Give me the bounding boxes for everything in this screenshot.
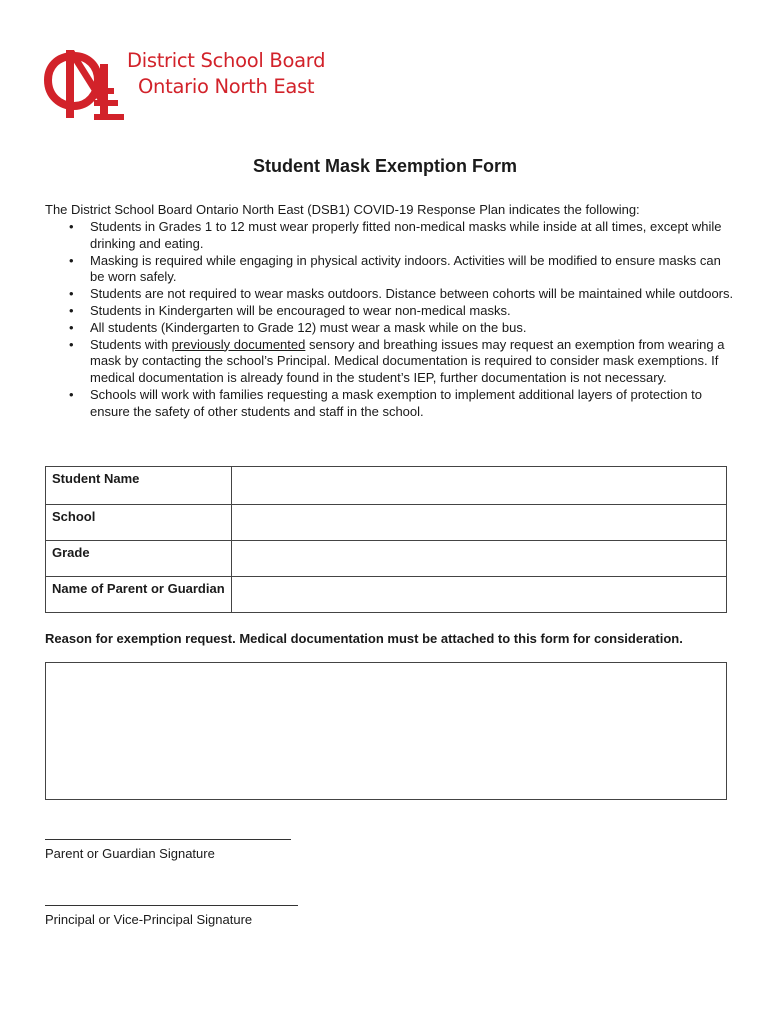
table-row [46,541,727,577]
table-row [46,467,727,505]
grade-field[interactable] [232,541,727,577]
bullet-text: Masking is required while engaging in physical activity indoors. Activities will be modified to ensure masks can be worn safely. [90,252,721,285]
parent-signature-line[interactable] [45,838,291,840]
bullet-text: Students in Grades 1 to 12 must wear properly fitted non-medical masks while inside at all times, except while drinking and eating. [90,219,722,251]
intro-text: The District School Board Ontario North East (DSB1) COVID-19 Response Plan indicates the following: [45,202,640,217]
bullet-icon: • [69,302,74,318]
list-item [45,337,735,387]
underlined-phrase: previously documented [171,336,306,352]
bullet-text: All students (Kindergarten to Grade 12) must wear a mask while on the bus. [90,319,527,335]
reason-label: Reason for exemption request. Medical documentation must be attached to this form for consideration. [45,631,683,646]
student-info-table [45,466,727,613]
parent-signature-label: Parent or Guardian Signature [45,846,215,861]
list-item [45,387,735,421]
form-title: Student Mask Exemption Form [252,156,518,176]
table-row [46,577,727,613]
school-label: School [46,505,232,541]
bullet-icon: • [69,286,74,302]
list-item [45,219,735,253]
bullet-icon: • [69,219,74,234]
student-name-label: Student Name [46,467,232,505]
principal-signature-line[interactable] [45,904,298,906]
bullet-text: Students are not required to wear masks outdoors. Distance between cohorts will be maintained while outdoors. [90,286,734,302]
list-item [45,253,735,287]
list-item [45,303,735,320]
organization-name-line1: District School Board [127,49,326,72]
bullet-icon: • [69,252,74,268]
table-row [46,505,727,541]
principal-signature-label: Principal or Vice-Principal Signature [45,912,253,927]
principal-signature-block [45,904,298,928]
bullet-text-before: Students with [90,336,172,352]
student-name-field[interactable] [232,467,727,505]
school-board-logo [44,44,334,124]
bullet-icon: • [69,319,74,335]
reason-textarea[interactable] [45,662,727,800]
bullet-text: Schools will work with families requesting a mask exemption to implement additional layers of protection to ensure the safety of other students and staff in the school. [90,386,703,419]
parent-guardian-label: Name of Parent or Guardian [46,577,232,613]
policy-bullet-list [45,219,735,421]
bullet-icon: • [69,336,74,352]
bullet-icon: • [69,386,74,402]
grade-label: Grade [46,541,232,577]
parent-signature-block [45,838,291,862]
bullet-text-after: sensory and breathing issues may request an exemption from wearing a mask by contacting the school’s Principal. Medical documentation is required to consider mask exemptions. If medical documentation is already found in the student’s IEP, further documentation is not necessary. [90,336,725,386]
parent-guardian-field[interactable] [232,577,727,613]
list-item [45,320,735,337]
list-item [45,286,735,303]
organization-name [127,48,325,100]
one-monogram-icon [44,44,128,124]
bullet-text: Students in Kindergarten will be encouraged to wear non-medical masks. [90,302,511,318]
organization-name-line2: Ontario North East [138,75,315,98]
school-field[interactable] [232,505,727,541]
